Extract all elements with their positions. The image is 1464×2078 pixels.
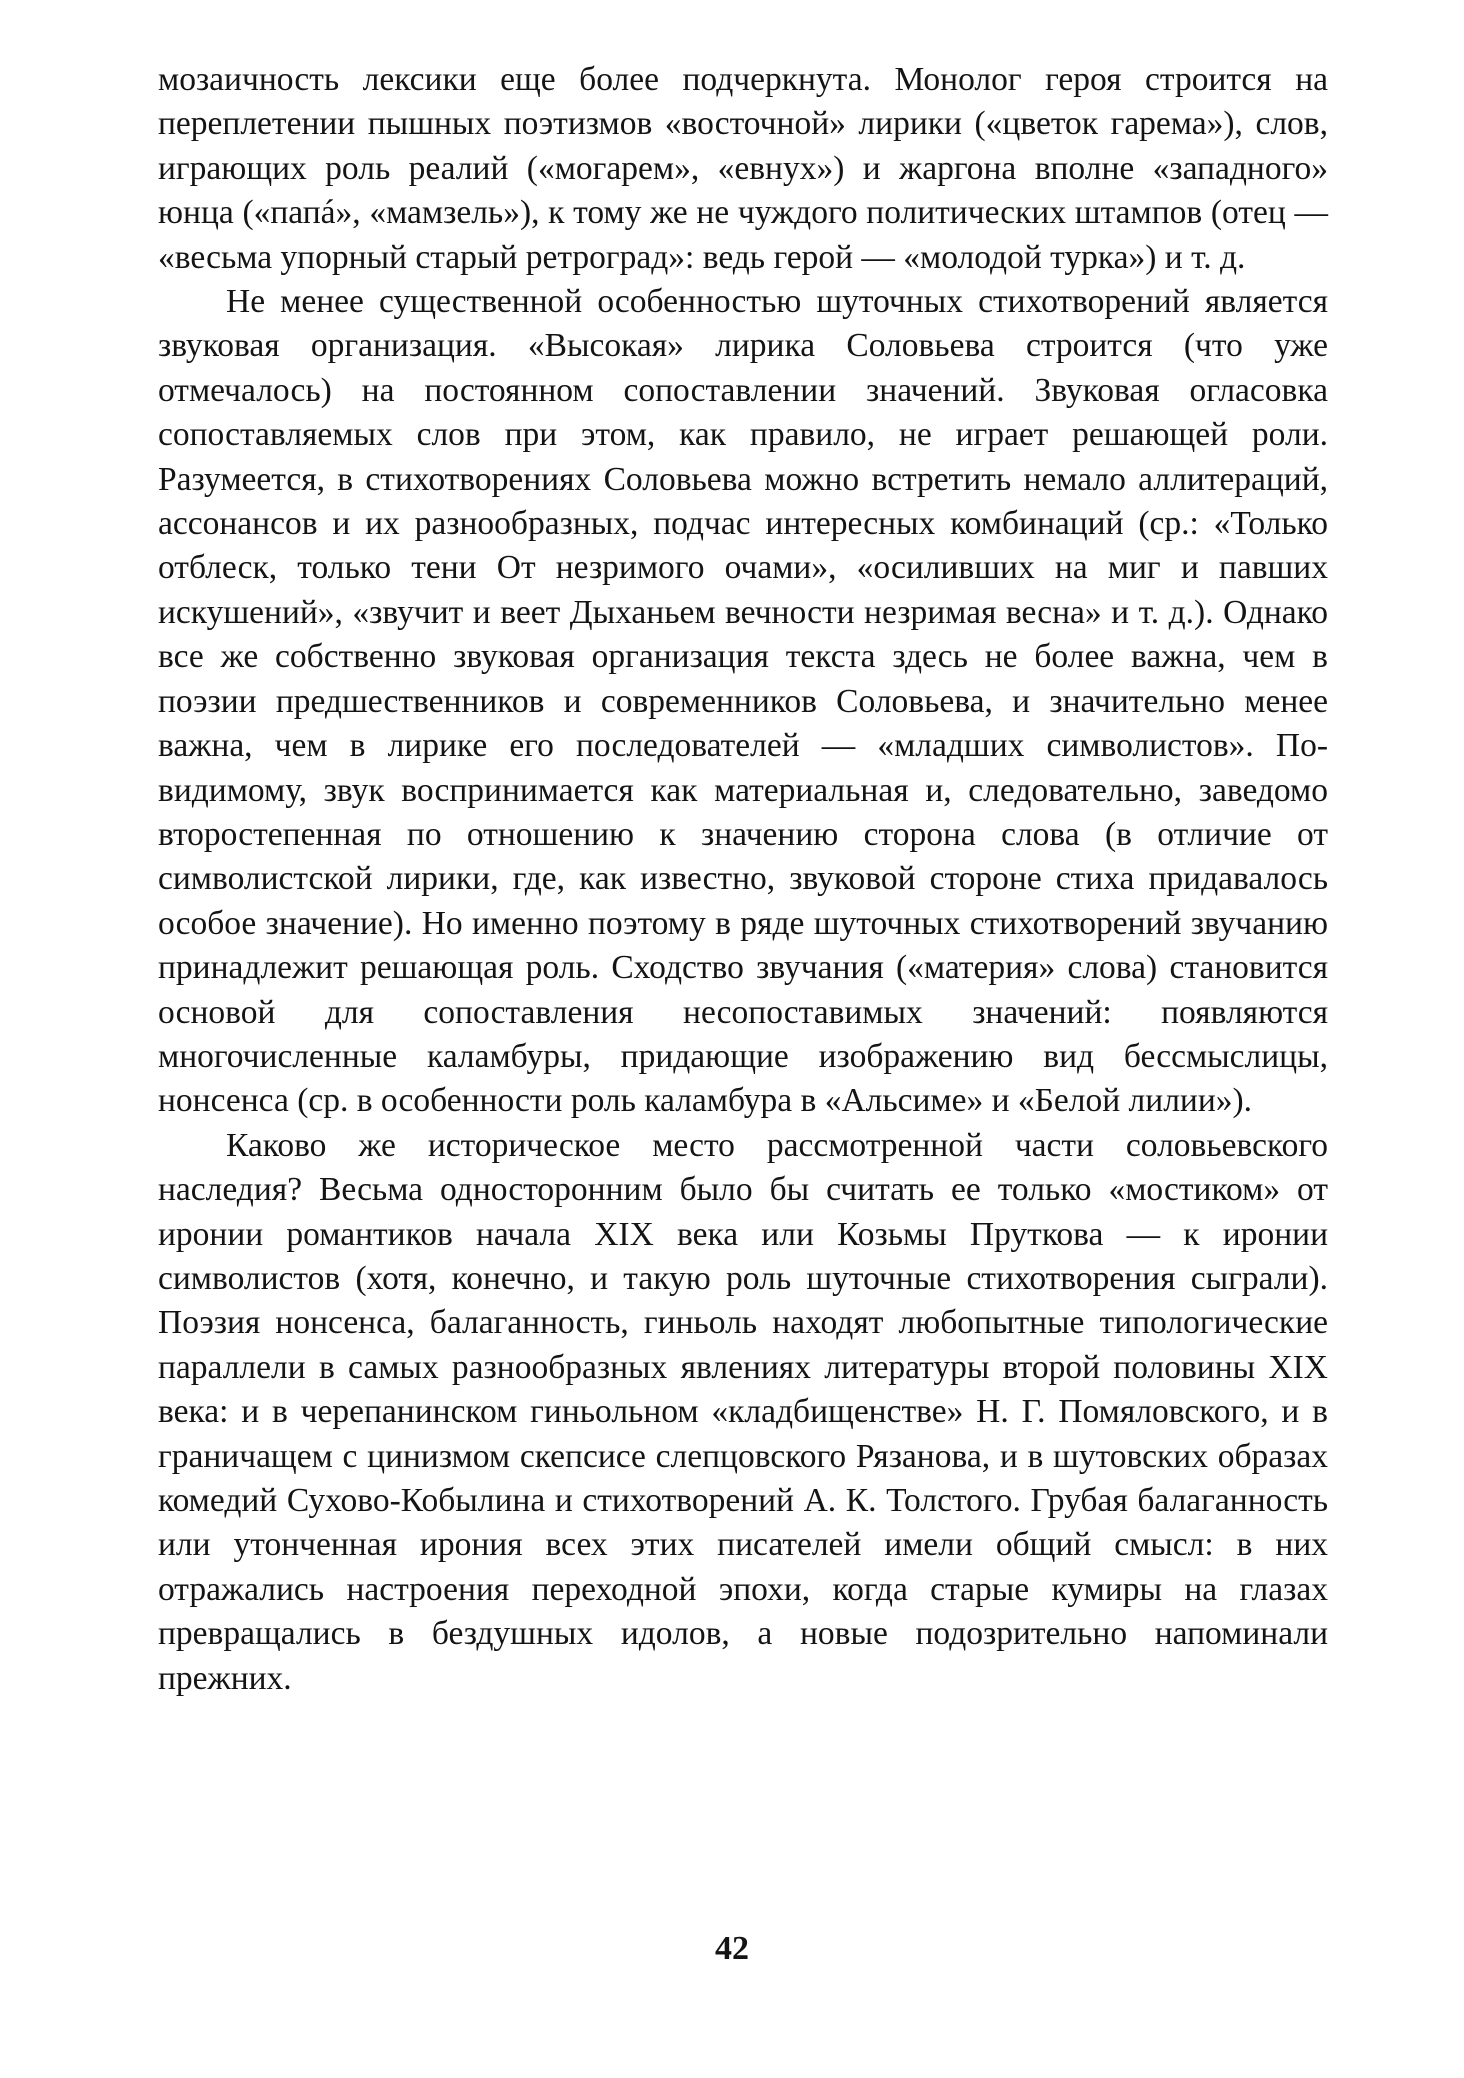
body-text <box>158 58 1328 1701</box>
paragraph-3: Каково же историческое место рассмотренной части соловьевского наследия? Весьма односторонним было бы считать ее только «мостиком» от иронии романтиков начала XIX века или Козьмы Пруткова — к иронии символистов (хотя, конечно, и такую роль шуточные стихотворения сыграли). Поэзия нонсенса, балаганность, гиньоль находят любопытные типологические параллели в самых разнообразных явлениях литературы второй половины XIX века: и в черепанинском гиньольном «кладбищенстве» Н. Г. Помяловского, и в граничащем с цинизмом скепсисе слепцовского Рязанова, и в шутовских образах комедий Сухово-Кобылина и стихотворений А. К. Толстого. Грубая балаганность или утонченная ирония всех этих писателей имели общий смысл: в них отражались настроения переходной эпохи, когда старые кумиры на глазах превращались в бездушных идолов, а новые подозрительно напоминали прежних. <box>158 1126 1328 1697</box>
page-number: 42 <box>715 1930 749 1967</box>
paragraph-2: Не менее существенной особенностью шуточных стихотворений является звуковая организация. «Высокая» лирика Соловьева строится (что уже отмечалось) на постоянном сопоставлении значений. Звуковая огласовка сопоставляемых слов при этом, как правило, не играет решающей роли. Разумеется, в стихотворениях Соловьева можно встретить немало аллитераций, ассонансов и их разнообразных, подчас интересных комбинаций (ср.: «Только отблеск, только тени От незримого очами», «осиливших на миг и павших искушений», «звучит и веет Дыханьем вечности незримая весна» и т. д.). Однако все же собственно звуковая организация текста здесь не более важна, чем в поэзии предшественников и современников Соловьева, и значительно менее важна, чем в лирике его последователей — «младших символистов». По-видимому, звук воспринимается как материальная и, следовательно, заведомо второстепенная по отношению к значению сторона слова (в отличие от символистской лирики, где, как известно, звуковой стороне стиха придавалось особое значение). Но именно поэтому в ряде шуточных стихотворений звучанию принадлежит решающая роль. Сходство звучания («материя» слова) становится основой для сопоставления несопоставимых значений: появляются многочисленные каламбуры, придающие изображению вид бессмыслицы, нонсенса (ср. в особенности роль каламбура в «Альсиме» и «Белой лилии»). <box>158 283 1328 1120</box>
paragraph-1: мозаичность лексики еще более подчеркнута. Монолог героя строится на переплетении пышных поэтизмов «восточной» лирики («цветок гарема»), слов, играющих роль реалий («могарем», «евнух») и жаргона вполне «западного» юнца («папá», «мамзель»), к тому же не чуждого политических штампов (отец — «весьма упорный старый ретроград»: ведь герой — «молодой турка») и т. д. <box>158 61 1328 276</box>
